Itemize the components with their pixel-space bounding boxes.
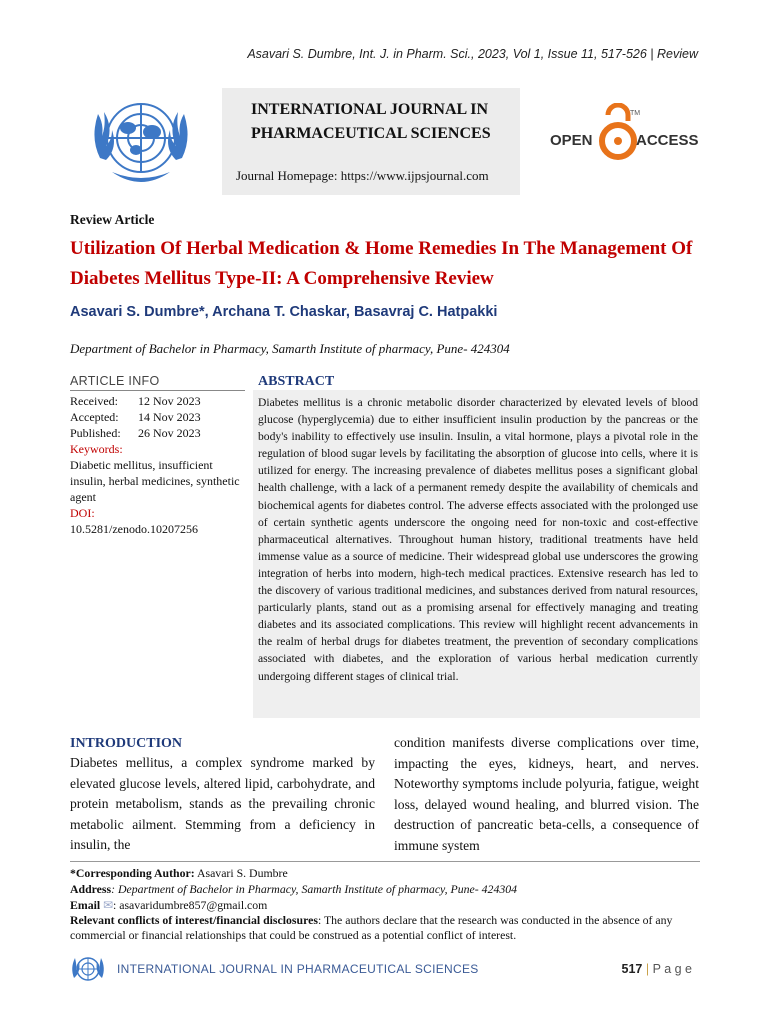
published-date: 26 Nov 2023 xyxy=(138,426,201,440)
open-access-logo-icon xyxy=(550,103,700,165)
page-number: 517 | P a g e xyxy=(621,962,692,976)
keywords-value: Diabetic mellitus, insufficient insulin, herbal medicines, synthetic agent xyxy=(70,458,240,504)
open-access-open-text: OPEN xyxy=(550,132,593,149)
conflicts-disclosure xyxy=(70,913,702,943)
article-title: Utilization Of Herbal Medication & Home Remedies In The Management Of Diabetes Mellitus Type-II: A Comprehensive Review xyxy=(70,238,693,289)
journal-homepage: Journal Homepage: https://www.ijpsjournal.com xyxy=(236,168,489,183)
open-access-tm-text: TM xyxy=(630,110,641,117)
corresponding-name: Asavari S. Dumbre xyxy=(194,866,288,880)
article-authors: Asavari S. Dumbre*, Archana T. Chaskar, Basavraj C. Hatpakki xyxy=(70,304,498,320)
address-label: Address xyxy=(70,882,112,896)
introduction-column-2: condition manifests diverse complications over time, impacting the eyes, kidneys, heart, and nerves. Noteworthy symptoms include polyuria, fatigue, weight loss, delayed wound healing, and blurred vision. The destruction of pancreatic beta-cells, a consequence of immune system xyxy=(394,735,699,853)
conflicts-label: Relevant conflicts of interest/financial disclosures xyxy=(70,913,318,927)
received-label: Received: xyxy=(70,394,118,408)
citation-header: Asavari S. Dumbre, Int. J. in Pharm. Sci., 2023, Vol 1, Issue 11, 517-526 | Review xyxy=(247,47,698,61)
page-number-value: 517 xyxy=(621,962,643,976)
article-info-list xyxy=(70,393,240,537)
article-info-divider xyxy=(70,390,245,391)
abstract-text: Diabetes mellitus is a chronic metabolic disorder characterized by elevated levels of blood glucose (hyperglycemia) due to either insufficient insulin production by the pancreas or the body's inability to effectively use insulin. Insulin, a vital hormone, plays a pivotal role in the regulation of blood sugar levels by facilitating the absorption of glucose into cells, where it is utilized for energy. The increasing prevalence of diabetes mellitus poses a significant global health challenge, with a lack of a permanent remedy despite the availability of chemicals and biochemical agents for diabetes control. The adverse effects associated with the prolonged use of certain synthetic agents underscore the ongoing need for non-toxic and cost-effective pharmaceutical alternatives. Throughout human history, traditional treatments have held immense value as a source of medicine. Their widespread global use underscores the growing integration of herbs into modern, high-tech medical practices. Extensive research has led to the discovery of various traditional medicines, and substances derived from natural resources, particularly plants, stand out as a promising arsenal for effectively managing and treating diabetes and its associated complications. This review will highlight recent advancements in the realm of herbal drugs for diabetes treatment, the prevention of secondary complications associated with diabetes, and the exploration of various herbal medication currently undergoing different stages of clinical trial. xyxy=(258,396,698,683)
author-affiliation: Department of Bachelor in Pharmacy, Samarth Institute of pharmacy, Pune- 424304 xyxy=(70,341,510,356)
corresponding-author xyxy=(70,866,702,881)
address-value: : Department of Bachelor in Pharmacy, Samarth Institute of pharmacy, Pune- 424304 xyxy=(111,882,518,896)
email-value[interactable]: : asavaridumbre857@gmail.com xyxy=(113,898,268,912)
email-label: Email xyxy=(70,898,101,912)
received-date: 12 Nov 2023 xyxy=(138,394,201,408)
journal-title: INTERNATIONAL JOURNAL IN PHARMACEUTICAL SCIENCES xyxy=(251,101,491,142)
envelope-icon: ✉ xyxy=(103,898,113,912)
introduction-column-1: Diabetes mellitus, a complex syndrome marked by elevated glucose levels, altered lipid, carbohydrate, and protein metabolism, stands as the prevailing chronic metabolic ailment. Stemming from a deficiency in insulin, the xyxy=(70,755,375,852)
accepted-date: 14 Nov 2023 xyxy=(138,410,201,424)
un-globe-logo-icon xyxy=(78,88,204,196)
introduction-heading: INTRODUCTION xyxy=(70,736,183,751)
author-email xyxy=(70,898,702,913)
abstract-heading: ABSTRACT xyxy=(258,374,335,389)
corresponding-label: *Corresponding Author: xyxy=(70,866,195,880)
open-access-access-text: ACCESS xyxy=(636,132,699,149)
doi-label: DOI: xyxy=(70,506,95,520)
conflicts-value: : The authors declare that the research was conducted in the absence of any commercial or financial relationships that could be construed as a potential conflict of interest. xyxy=(70,913,673,942)
footer-un-logo-icon xyxy=(70,952,106,988)
page-word: P a g e xyxy=(652,962,692,976)
keywords-label: Keywords: xyxy=(70,442,123,456)
accepted-label: Accepted: xyxy=(70,410,119,424)
article-type: Review Article xyxy=(70,212,155,227)
footer-journal-name: INTERNATIONAL JOURNAL IN PHARMACEUTICAL SCIENCES xyxy=(117,962,479,976)
article-info-heading: ARTICLE INFO xyxy=(70,374,160,388)
published-label: Published: xyxy=(70,426,121,440)
doi-value[interactable]: 10.5281/zenodo.10207256 xyxy=(70,522,198,536)
author-address xyxy=(70,882,702,897)
footnote-divider xyxy=(70,861,700,862)
